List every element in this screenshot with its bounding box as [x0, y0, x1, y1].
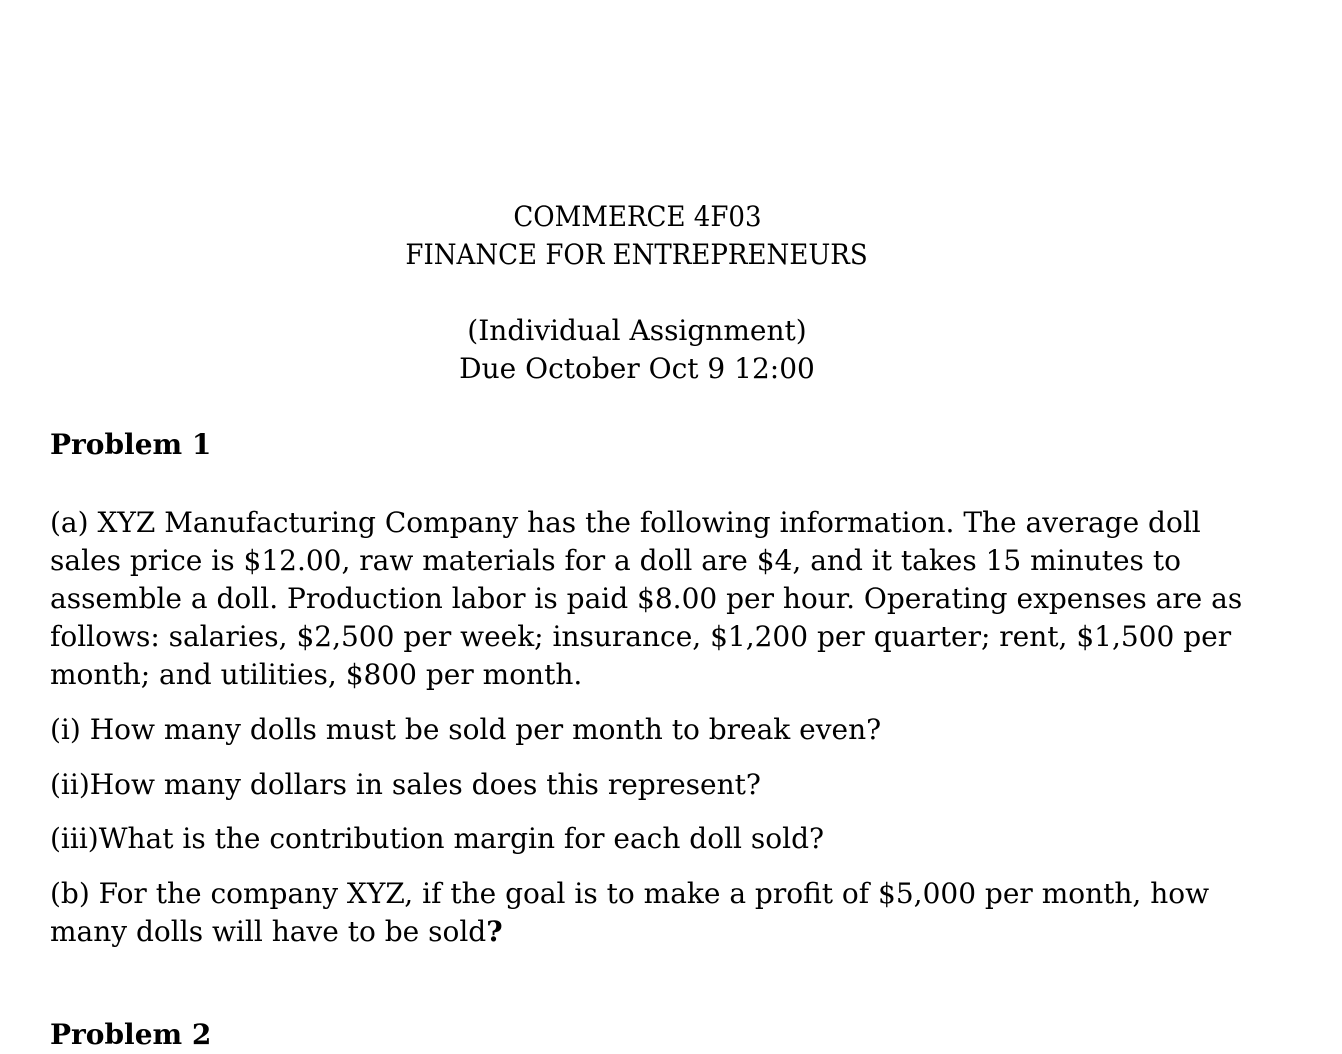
problem-1-heading: Problem 1 — [50, 428, 212, 461]
course-title: FINANCE FOR ENTREPRENEURS — [405, 238, 869, 271]
part-a-line: follows: salaries, $2,500 per week; insurance, $1,200 per quarter; rent, $1,500 per — [50, 620, 1232, 653]
part-a-paragraph — [50, 504, 1290, 694]
part-a-line: sales price is $12.00, raw materials for a doll are $4, and it takes 15 minutes to — [50, 544, 1181, 577]
question-i: (i) How many dolls must be sold per month to break even? — [50, 713, 882, 746]
course-code: COMMERCE 4F03 — [512, 200, 762, 233]
problem-2-heading: Problem 2 — [50, 1018, 212, 1051]
part-b-question-mark: ? — [486, 915, 503, 948]
part-a-line: assemble a doll. Production labor is paid $8.00 per hour. Operating expenses are as — [50, 582, 1243, 615]
question-ii: (ii)How many dollars in sales does this represent? — [50, 768, 761, 801]
part-b-line: (b) For the company XYZ, if the goal is to make a profit of $5,000 per month, how — [50, 877, 1210, 910]
part-b-text: many dolls will have to be sold — [50, 915, 487, 948]
question-iii: (iii)What is the contribution margin for each doll sold? — [50, 822, 825, 855]
part-a-line: (a) XYZ Manufacturing Company has the following information. The average doll — [50, 506, 1201, 539]
part-b-line — [50, 913, 503, 951]
due-date: Due October Oct 9 12:00 — [459, 352, 815, 385]
part-a-line: month; and utilities, $800 per month. — [50, 658, 583, 691]
assignment-type: (Individual Assignment) — [467, 314, 807, 347]
